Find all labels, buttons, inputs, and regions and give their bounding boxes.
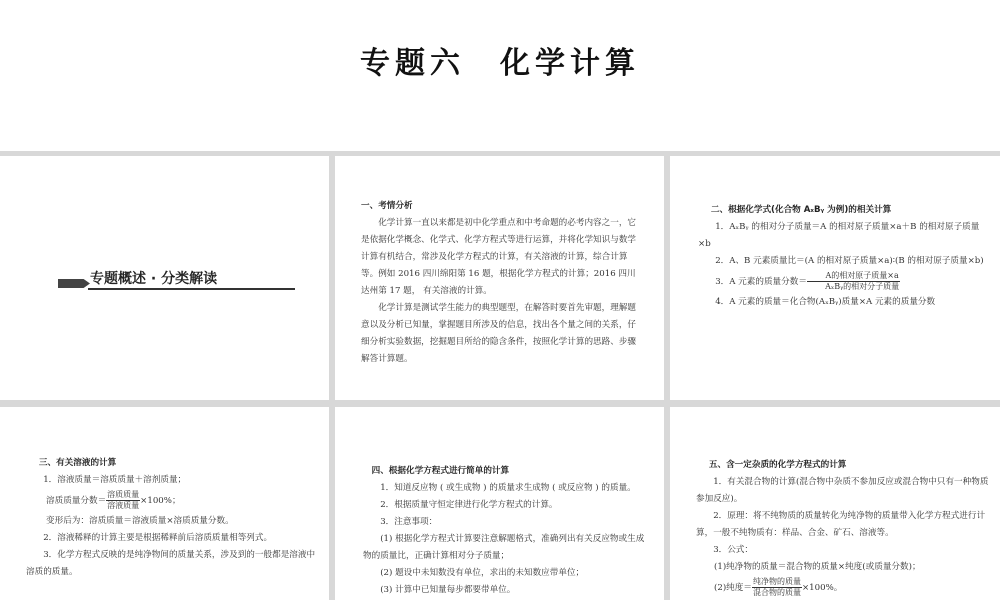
- sub-item: [696, 576, 990, 600]
- section-heading: 二、根据化学式(化合物 AₓBᵧ 为例)的相关计算: [710, 205, 892, 215]
- fraction: [106, 490, 140, 511]
- section-heading: 五、含一定杂质的化学方程式的计算: [708, 460, 847, 470]
- slide-equation-calc[interactable]: [335, 407, 664, 600]
- list-item: 1．AₓBᵧ 的相对分子质量＝A 的相对原子质量×a＋B 的相对原子质量×b: [698, 222, 980, 249]
- slide-solution-calc[interactable]: [0, 407, 329, 600]
- fraction-numerator: 纯净物的质量: [752, 577, 801, 586]
- slide-formula-calc[interactable]: [670, 156, 1000, 400]
- section-heading: 一、考情分析: [361, 201, 413, 211]
- paragraph: 化学计算一直以来都是初中化学重点和中考命题的必考内容之一，它是依据化学概念、化学式、化学方程式等进行运算，并将化学知识与数学计算有机结合，常涉及化学方程式的计算，有关溶液的计算，综合计算等。例如 2016 四川绵阳第 16 题，根据化学方程式的计算；2016 四川达州第 17 题， 有关溶液的计算。: [361, 218, 637, 296]
- section-heading: 三、有关溶液的计算: [38, 458, 117, 468]
- arrow-bar-icon: [58, 279, 90, 288]
- formula-suffix: ×100%；: [140, 496, 181, 506]
- list-item: 2．溶液稀释的计算主要是根据稀释前后溶质质量相等列式。: [43, 533, 273, 543]
- list-item: 1．知道反应物 ( 或生成物 ) 的质量求生成物 ( 或反应物 ) 的质量。: [380, 483, 636, 493]
- fraction-denominator: AₓBᵧ的相对分子质量: [825, 282, 900, 291]
- divider-line: [88, 288, 295, 290]
- sub-item: (3) 计算中已知量每步都要带单位。: [380, 585, 516, 595]
- list-item: 3．公式：: [713, 545, 754, 555]
- list-item: [698, 270, 988, 294]
- list-item: 3．注意事项：: [380, 517, 438, 527]
- sub-item: (1) 根据化学方程式计算要注意解题格式，准确列出有关反应物或生成物的质量比，正确计算相对分子质量；: [363, 534, 645, 561]
- fraction-denominator: 溶液质量: [107, 501, 140, 510]
- fraction-denominator: 混合物的质量: [752, 588, 801, 597]
- list-item: 4．A 元素的质量＝化合物(AₓBᵧ)质量×A 元素的质量分数: [715, 297, 936, 307]
- list-item: 1．溶液质量＝溶质质量＋溶剂质量；: [43, 475, 187, 485]
- list-item: 1．有关混合物的计算(混合物中杂质不参加反应或混合物中只有一种物质参加反应)。: [696, 477, 989, 504]
- formula-line: [26, 489, 316, 513]
- fraction-numerator: A的相对原子质量×a: [807, 271, 900, 282]
- slide-impurity-calc[interactable]: [670, 407, 1000, 600]
- sub-item: (1)纯净物的质量＝混合物的质量×纯度(或质量分数)；: [714, 562, 921, 572]
- list-item: 3．化学方程式反映的是纯净物间的质量关系，涉及到的一般都是溶液中溶质的质量。: [26, 550, 316, 577]
- page-title: 专题六 化学计算: [360, 46, 640, 81]
- list-item: 变形后为：溶质质量＝溶液质量×溶质质量分数。: [46, 516, 234, 526]
- formula-prefix: 3．A 元素的质量分数＝: [715, 277, 807, 287]
- overview-heading: 专题概述 · 分类解读: [90, 271, 218, 287]
- formula-suffix: ×100%。: [801, 583, 843, 593]
- fraction-numerator: 溶质质量: [107, 490, 140, 499]
- fraction: [752, 577, 802, 598]
- list-item: 2．原理：将不纯物质的质量转化为纯净物的质量带入化学方程式进行计算，一般不纯物质有：样品、合金、矿石、溶液等。: [696, 511, 986, 538]
- section-heading: 四、根据化学方程式进行简单的计算: [371, 466, 510, 476]
- formula-prefix: (2)纯度＝: [714, 583, 752, 593]
- sub-item: (2) 题设中未知数没有单位，求出的未知数应带单位；: [380, 568, 585, 578]
- paragraph: 化学计算是测试学生能力的典型题型，在解答时要首先审题，理解题意以及分析已知量，掌握题目所涉及的信息，找出各个量之间的关系，仔细分析实验数据，挖掘题目所给的隐含条件，按照化学计算的思路、步骤解答计算题。: [361, 303, 637, 364]
- slide-exam-analysis[interactable]: [335, 156, 664, 400]
- fraction: [807, 271, 900, 292]
- list-item: 2．A、B 元素质量比＝(A 的相对原子质量×a)∶(B 的相对原子质量×b): [715, 256, 984, 266]
- formula-prefix: 溶质质量分数＝: [46, 496, 107, 506]
- list-item: 2．根据质量守恒定律进行化学方程式的计算。: [380, 500, 558, 510]
